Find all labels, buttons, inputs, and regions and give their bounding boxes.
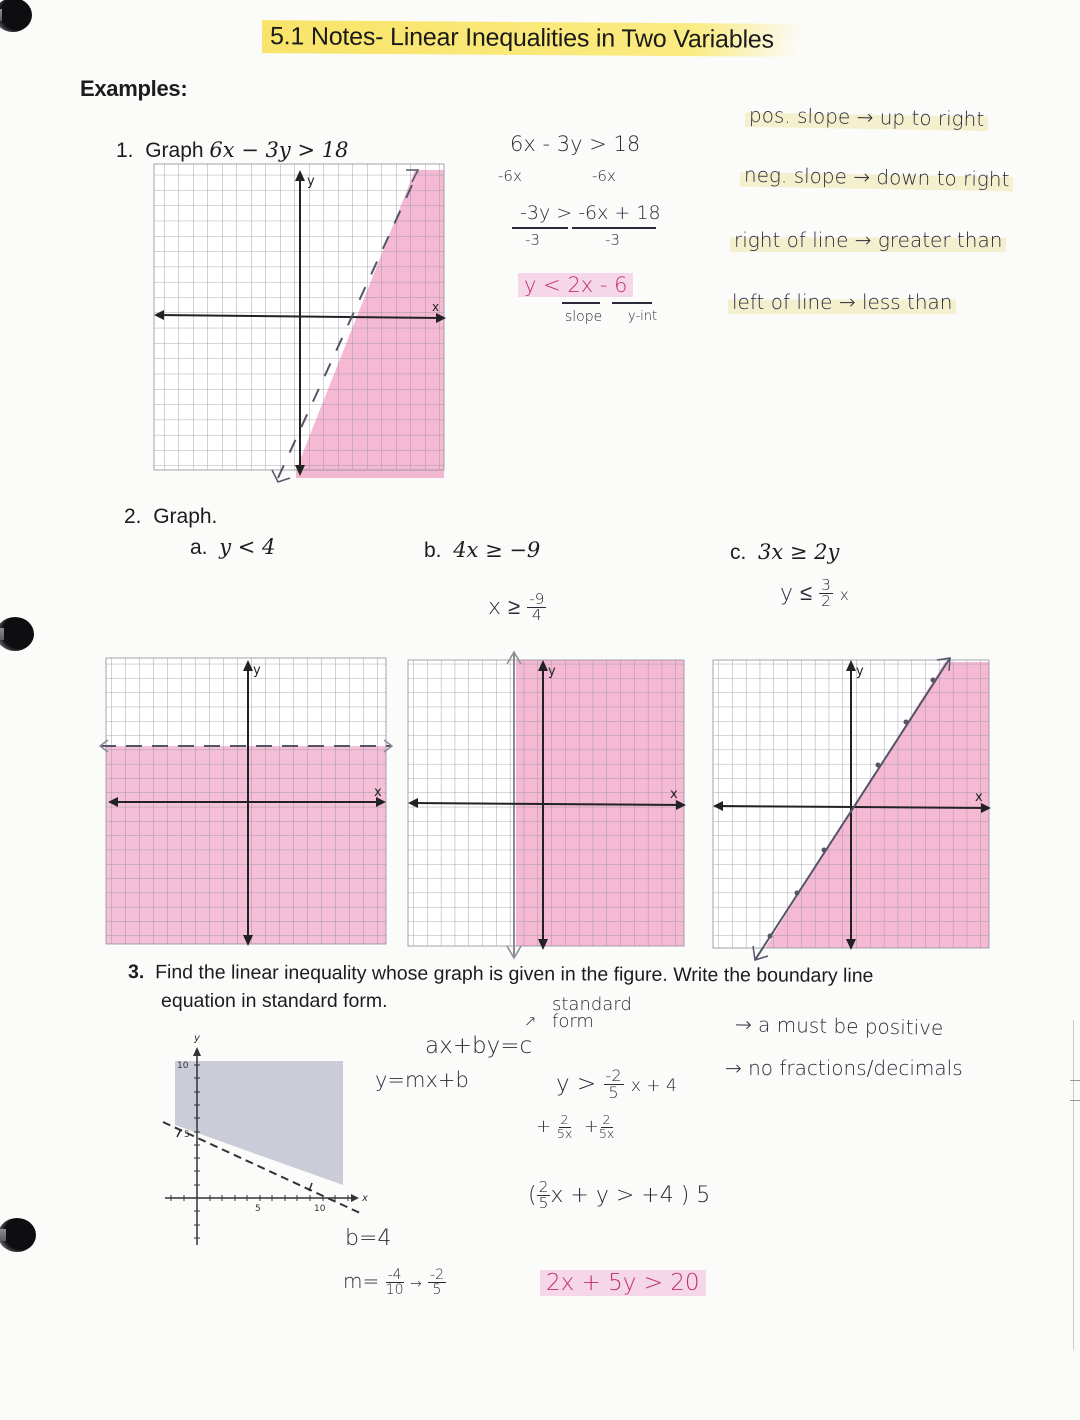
problem-2b-label: [424, 538, 540, 563]
x-tick-label: 10: [314, 1204, 326, 1214]
x-axis-label: x: [362, 1193, 368, 1204]
part-letter: b.: [424, 539, 442, 562]
problem-2a-label: [190, 535, 275, 560]
fraction-bar: [572, 227, 656, 229]
fraction: [428, 1268, 446, 1297]
work-right: x + 4: [630, 1076, 677, 1097]
problem-prompt-line-1: Find the linear inequality whose graph is given in the figure. Write the boundary line: [155, 961, 874, 987]
numerator: 2: [602, 1112, 611, 1127]
denominator: 5: [432, 1282, 442, 1298]
standard-form-equation: ax+by=c: [425, 1033, 533, 1059]
numerator: -2: [605, 1066, 622, 1085]
page-edge-mark: [1070, 1080, 1080, 1081]
part-letter: a.: [190, 536, 208, 559]
y-tick-label: 10: [177, 1061, 189, 1071]
x-axis-label: x: [432, 300, 440, 314]
part-inequality: y < 4: [219, 535, 276, 559]
slope-intercept-equation: y=mx+b: [375, 1068, 469, 1092]
page-title: 5.1 Notes- Linear Inequalities in Two Variables: [262, 20, 800, 57]
fraction: [527, 592, 546, 624]
work-line-4-left: -3: [525, 231, 540, 249]
work-step-1: [556, 1068, 677, 1101]
problem-number: 2.: [124, 505, 142, 528]
problem-number: 1.: [116, 139, 134, 162]
b-value: b=4: [345, 1226, 392, 1251]
problem-number: 3.: [127, 961, 145, 984]
y-axis-label: y: [307, 174, 315, 189]
problem-3-prompt-line-2: equation in standard form.: [161, 990, 388, 1012]
numerator: -9: [529, 590, 545, 608]
work-line-2-right: -6x: [592, 167, 616, 185]
binder-hole: [0, 617, 34, 651]
note-positive-slope: pos. slope → up to right: [745, 103, 989, 131]
denominator: 2: [821, 592, 831, 611]
work-line-1: 6x - 3y > 18: [510, 132, 641, 156]
work-line-2-left: -6x: [498, 167, 522, 185]
denominator: 5: [608, 1083, 619, 1103]
y-tick-label: 5: [184, 1130, 190, 1140]
work-2c: [780, 578, 849, 610]
arrowhead-icon: [193, 1047, 201, 1056]
x-axis-label: x: [975, 790, 983, 805]
plotted-point: [768, 934, 773, 939]
denominator: 4: [531, 606, 542, 625]
note-negative-slope: neg. slope → down to right: [740, 163, 1014, 192]
graph-problem-2b: [400, 650, 695, 965]
slope-label: slope: [565, 309, 603, 325]
y-axis-label: y: [253, 663, 261, 678]
problem-prompt: Graph.: [153, 505, 218, 528]
work-2b: [488, 592, 546, 624]
problem-2-prompt: [124, 505, 217, 529]
numerator: 2: [538, 1178, 549, 1196]
graph-problem-2a: [98, 650, 398, 955]
y-axis-label: y: [194, 1033, 200, 1044]
y-axis-label: y: [548, 664, 556, 679]
work-left: x ≥: [488, 594, 521, 620]
page-edge-mark: [1070, 1100, 1080, 1101]
y-intercept-label: y-int: [628, 309, 658, 324]
note-no-fractions: → no fractions/decimals: [725, 1056, 963, 1080]
graph-problem-1: [150, 160, 450, 485]
work-line-4-right: -3: [605, 231, 620, 249]
examples-heading: Examples:: [80, 76, 188, 101]
fraction: [604, 1068, 624, 1101]
fraction-bar: [512, 227, 568, 229]
underline: [612, 302, 652, 304]
plotted-point: [795, 891, 800, 896]
work-line-3: -3y > -6x + 18: [520, 202, 661, 224]
numerator: -4: [387, 1267, 402, 1283]
arrowhead-icon: [351, 1194, 359, 1202]
slope-calculation: m= $\frac{-4}{10}$ → $\frac{-2}{5}$: [343, 1267, 444, 1298]
standard-form-label: standard form: [552, 994, 632, 1032]
work-left: y ≤: [780, 580, 813, 606]
note-left-of-line: left of line → less than: [728, 290, 956, 314]
x-tick-label: 5: [255, 1204, 261, 1214]
numerator: 3: [821, 576, 831, 594]
problem-3-prompt: [128, 961, 874, 988]
numerator: 2: [560, 1112, 569, 1127]
fraction: $\frac{2}{5}$: [538, 1178, 549, 1213]
numerator: -2: [430, 1267, 444, 1283]
denominator: 10: [385, 1282, 404, 1298]
part-inequality: 3x ≥ 2y: [758, 540, 840, 564]
problem-prompt: Graph: [145, 139, 204, 162]
work-step-2: + $\frac{2}{5x}$ + $\frac{2}{5x}$: [536, 1112, 615, 1141]
arrow-icon: ↗: [524, 1012, 537, 1030]
fraction: [819, 578, 833, 610]
m-label: m=: [343, 1269, 380, 1293]
plotted-point: [876, 763, 881, 768]
plotted-point: [904, 720, 909, 725]
problem-inequality: 6x − 3y > 18: [209, 138, 349, 162]
graph-problem-3: [155, 1025, 375, 1245]
fraction: [599, 1114, 614, 1140]
part-inequality: 4x ≥ −9: [453, 538, 541, 562]
graph-problem-2c: [705, 650, 1000, 970]
denominator: 5x: [598, 1125, 615, 1141]
work-result: y < 2x - 6: [518, 273, 633, 297]
page-edge: [1073, 1020, 1074, 1350]
plotted-point: [822, 848, 827, 853]
denominator: 5x: [556, 1125, 573, 1141]
x-axis-label: x: [374, 785, 382, 800]
binder-hole: [0, 0, 32, 32]
note-a-positive: → a must be positive: [734, 1012, 944, 1040]
variable: x: [839, 585, 849, 604]
fraction: [386, 1268, 404, 1297]
work-rest: x + y > +4 ) 5: [550, 1182, 711, 1208]
part-letter: c.: [730, 541, 747, 564]
work-left: y >: [556, 1071, 597, 1098]
y-axis-label: y: [856, 664, 864, 679]
underline: [562, 302, 600, 304]
note-right-of-line: right of line → greater than: [730, 228, 1006, 252]
problem-2c-label: [730, 540, 839, 565]
work-step-3: ( $\frac{2}{5}$ x + y > +4 ) 5: [528, 1178, 711, 1213]
fraction: [557, 1114, 572, 1140]
x-axis-label: x: [670, 787, 678, 802]
final-answer: 2x + 5y > 20: [540, 1270, 706, 1296]
binder-hole: [0, 1218, 36, 1252]
plotted-point: [931, 678, 936, 683]
